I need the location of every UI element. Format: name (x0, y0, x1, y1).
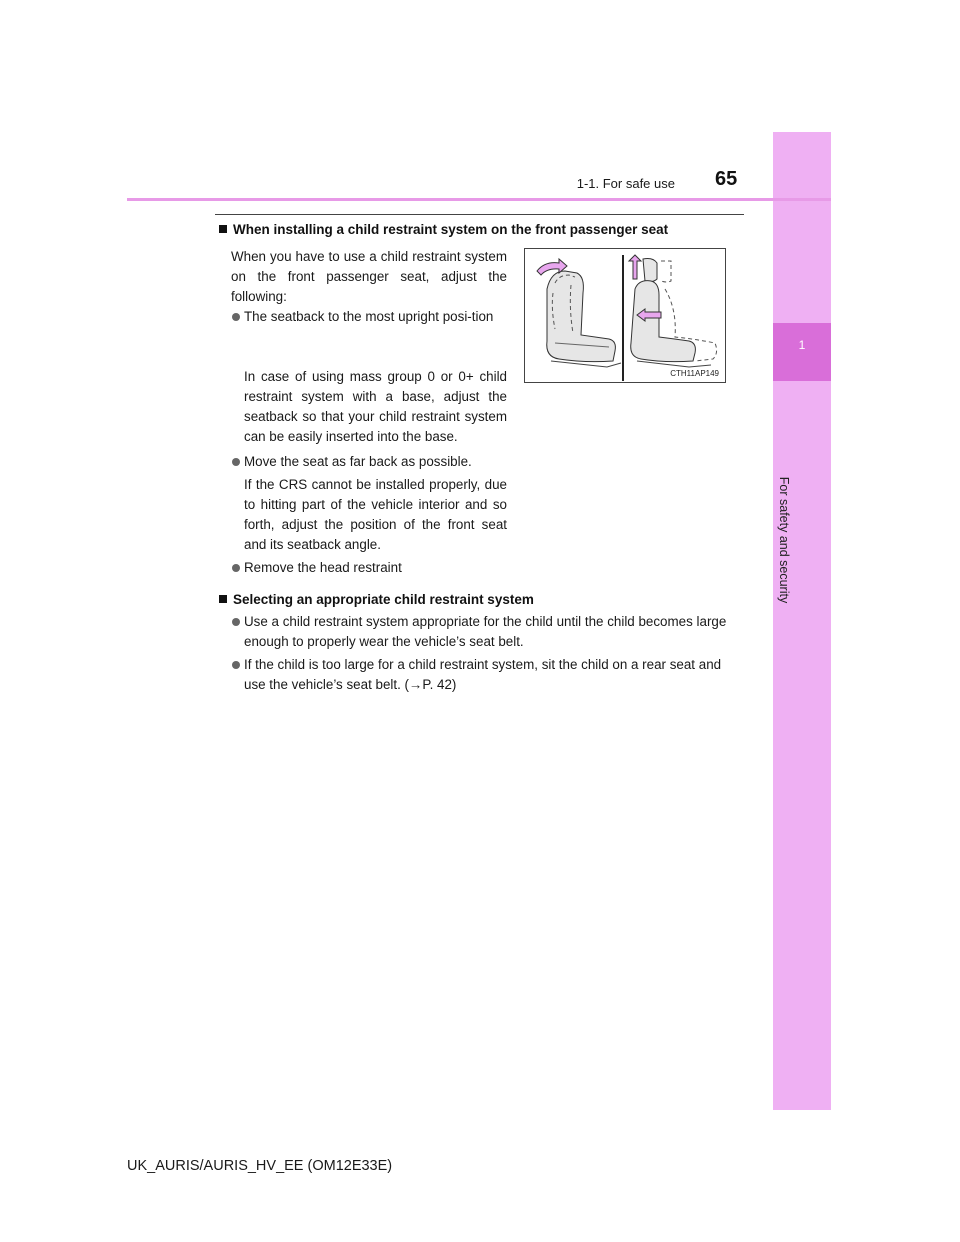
page-number: 65 (715, 168, 738, 190)
chapter-number-block (773, 323, 831, 381)
list-item-text: Use a child restraint system appropriate for the child until the child becomes large enough to properly wear the vehicle’s seat belt. (244, 614, 727, 649)
bullet-dot-icon (232, 313, 240, 321)
list-item-text: Move the seat as far back as possible. (244, 454, 472, 469)
bullet-dot-icon (232, 618, 240, 626)
chapter-number: 1 (798, 338, 806, 352)
heading-text: Selecting an appropriate child restraint system (233, 592, 534, 607)
list-item-text: Remove the head restraint (244, 560, 402, 575)
figure-code: CTH11AP149 (670, 369, 719, 378)
heading-front-passenger-seat (219, 222, 668, 237)
chapter-side-tab (773, 132, 831, 1110)
bullet-dot-icon (232, 564, 240, 572)
bullet-dot-icon (232, 458, 240, 466)
seat-diagram-svg (525, 249, 725, 382)
footer-model-code: UK_AURIS/AURIS_HV_EE (OM12E33E) (127, 1158, 393, 1174)
bullet-dot-icon (232, 661, 240, 669)
list-item-too-large (244, 655, 744, 695)
list-item-seatback (244, 307, 507, 327)
heading-text: When installing a child restraint system on the front passenger seat (233, 222, 669, 237)
list-item-text: The seatback to the most upright posi-tion (244, 309, 494, 324)
list-item-text: If the child is too large for a child restraint system, sit the child on a rear seat and use the vehicle’s seat belt. (→P. 42) (244, 657, 722, 692)
header-rule (127, 198, 831, 201)
list-item-move-seat (244, 452, 507, 472)
square-bullet-icon (219, 225, 227, 233)
list-item-appropriate-crs (244, 612, 744, 652)
note-paragraph-mass-group: In case of using mass group 0 or 0+ child restraint system with a base, adjust the seatback so that your child restraint system can be easily inserted into the base. (244, 369, 507, 444)
intro-paragraph: When you have to use a child restraint system on the front passenger seat, adjust the following: (231, 249, 507, 304)
chapter-title: For safety and security (777, 476, 791, 604)
left-seat-drawing (547, 271, 621, 367)
up-arrow-icon (629, 255, 641, 279)
seat-adjustment-illustration (524, 248, 726, 383)
heading-selecting-crs (219, 592, 534, 607)
square-bullet-icon (219, 595, 227, 603)
content-rule (215, 214, 744, 215)
note-paragraph-crs: If the CRS cannot be installed properly, due to hitting part of the vehicle interior and so forth, adjust the position of the front seat and its seatback angle. (244, 477, 507, 552)
list-item-head-restraint (244, 558, 507, 578)
section-title: 1-1. For safe use (576, 176, 675, 191)
